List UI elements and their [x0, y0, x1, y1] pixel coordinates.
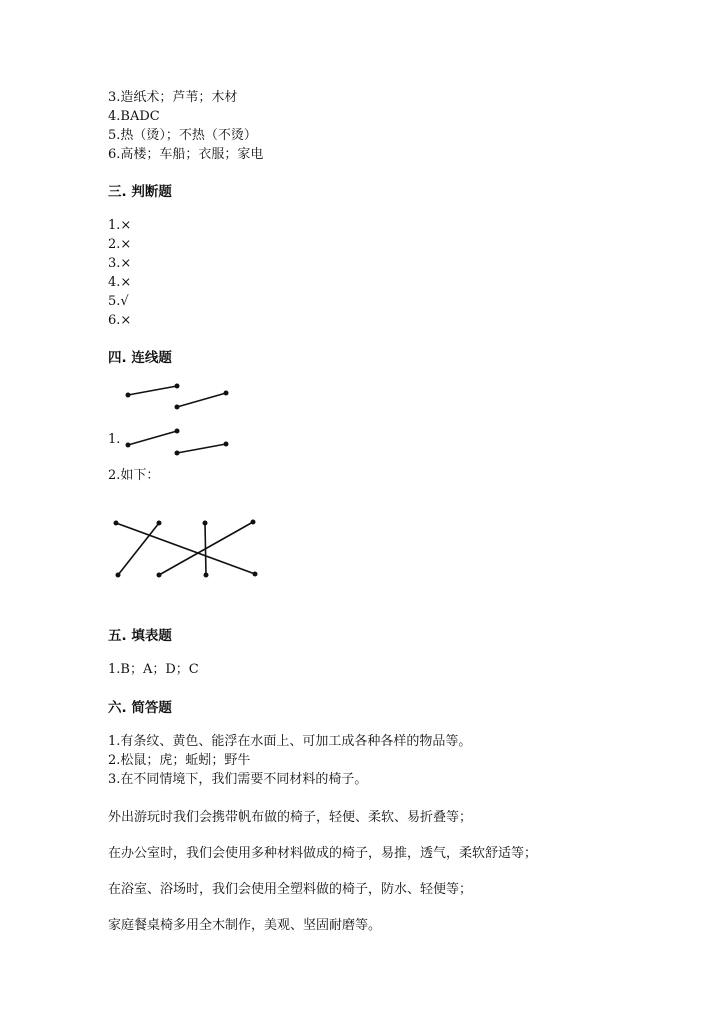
fill-table-answer-1: 1.B；A；D；C: [108, 662, 199, 677]
judge-answer-4: 4.×: [108, 275, 132, 290]
match-line-3: [126, 429, 180, 448]
section-3-heading: 三. 判断题: [108, 184, 172, 200]
matching-item-2-label: 2.如下：: [108, 468, 160, 483]
match-line-1: [126, 384, 180, 398]
answer-2-3: 3.造纸术；芦苇；木材: [108, 90, 238, 105]
judge-answer-2: 2.×: [108, 237, 132, 252]
matching-diagram-2: [100, 510, 270, 590]
short-answer-3: 3.在不同情境下，我们需要不同材料的椅子。: [108, 772, 368, 787]
judge-answer-5: 5.√: [108, 294, 129, 309]
section-6-heading: 六. 简答题: [108, 700, 172, 716]
match-line-6: [116, 521, 162, 578]
matching-item-1-label: 1.: [108, 432, 121, 447]
short-answer-3-para-bathroom: 在浴室、浴场时，我们会使用全塑料做的椅子，防水、轻便等；: [108, 882, 473, 897]
short-answer-3-para-outdoor: 外出游玩时我们会携带帆布做的椅子，轻便、柔软、易折叠等；: [108, 810, 473, 825]
section-4-heading: 四. 连线题: [108, 350, 172, 366]
short-answer-1: 1.有条纹、黄色、能浮在水面上、可加工成各种各样的物品等。: [108, 734, 472, 749]
short-answer-2: 2.松鼠；虎；蚯蚓；野牛: [108, 753, 251, 768]
matching-diagram-1: [100, 375, 250, 465]
judge-answer-6: 6.×: [108, 313, 132, 328]
short-answer-3-para-dining: 家庭餐桌椅多用全木制作，美观、坚固耐磨等。: [108, 918, 382, 933]
answer-2-6: 6.高楼；车船；衣服；家电: [108, 147, 264, 162]
answer-2-5: 5.热（烫）；不热（不烫）: [108, 128, 257, 143]
judge-answer-1: 1.×: [108, 218, 132, 233]
match-line-2: [175, 391, 229, 410]
short-answer-3-para-office: 在办公室时，我们会使用多种材料做成的椅子，易推，透气，柔软舒适等；: [108, 846, 538, 861]
section-5-heading: 五. 填表题: [108, 628, 172, 644]
answer-2-4: 4.BADC: [108, 109, 160, 124]
match-line-4: [175, 442, 229, 456]
match-line-5: [114, 521, 258, 577]
judge-answer-3: 3.×: [108, 256, 132, 271]
